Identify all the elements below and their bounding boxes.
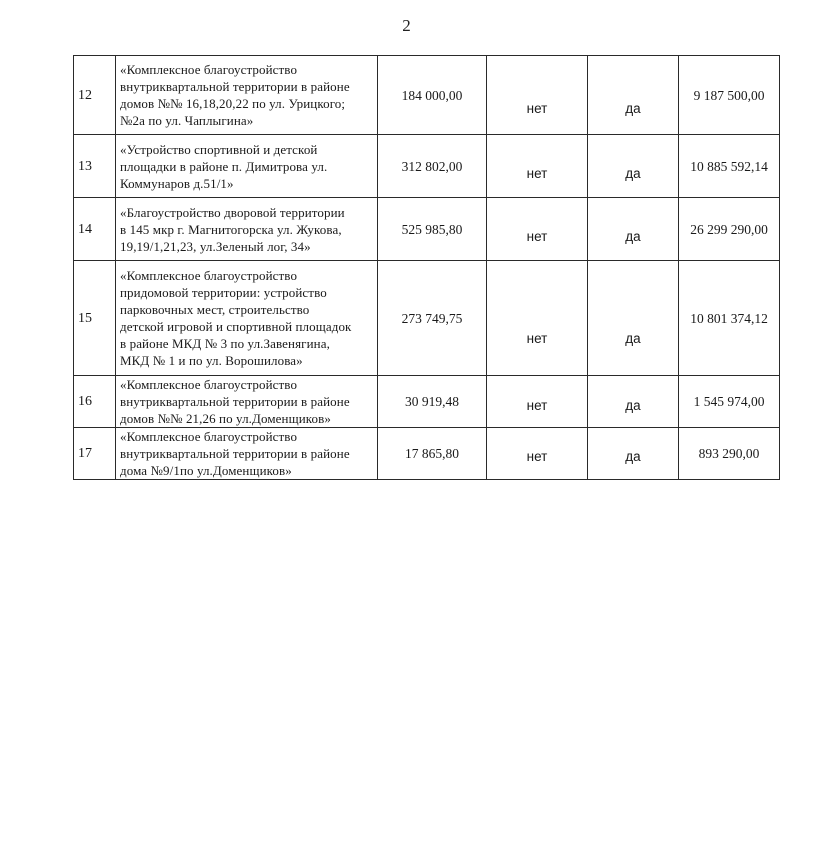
project-name-cell (116, 428, 378, 480)
flag-yes-text: да (625, 165, 641, 181)
table-row (74, 198, 780, 261)
flag-yes-text: да (625, 228, 641, 244)
project-name-line: «Устройство спортивной и детской (120, 141, 318, 157)
flag-no-cell (487, 261, 588, 376)
row-number-cell: 12 (74, 56, 116, 135)
project-name-line: «Благоустройство дворовой территории (120, 204, 345, 220)
sum-cell: 30 919,48 (378, 376, 487, 428)
total-cell: 10 885 592,14 (679, 135, 780, 198)
flag-yes-cell (588, 428, 679, 480)
sum-cell: 525 985,80 (378, 198, 487, 261)
flag-yes-cell (588, 198, 679, 261)
table-row (74, 376, 780, 428)
flag-yes-text: да (625, 398, 641, 413)
flag-no-text: нет (526, 100, 548, 116)
flag-no-text: нет (526, 228, 548, 244)
flag-no-text: нет (526, 165, 548, 181)
project-name-line: «Комплексное благоустройство (120, 429, 298, 444)
project-name-cell (116, 135, 378, 198)
project-name-line: внутриквартальной территории в районе (120, 446, 350, 461)
project-name-line: детской игровой и спортивной площадок (120, 319, 352, 334)
total-cell: 1 545 974,00 (679, 376, 780, 428)
flag-yes-cell (588, 135, 679, 198)
project-name-line: «Комплексное благоустройство (120, 377, 298, 392)
project-name-line: домов №№ 16,18,20,22 по ул. Урицкого; (120, 96, 346, 111)
total-cell: 9 187 500,00 (679, 56, 780, 135)
flag-yes-cell (588, 56, 679, 135)
project-name-line: «Комплексное благоустройство (120, 268, 298, 283)
project-name-line: придомовой территории: устройство (120, 285, 327, 300)
project-name-cell (116, 198, 378, 261)
flag-yes-text: да (625, 449, 641, 464)
sum-cell: 312 802,00 (378, 135, 487, 198)
sum-cell: 184 000,00 (378, 56, 487, 135)
table-row (74, 428, 780, 480)
flag-no-cell (487, 198, 588, 261)
row-number-cell: 16 (74, 376, 116, 428)
row-number-cell: 14 (74, 198, 116, 261)
project-name-line: в районе МКД № 3 по ул.Завенягина, (120, 336, 330, 351)
row-number-cell: 13 (74, 135, 116, 198)
project-name-line: №2а по ул. Чаплыгина» (120, 113, 254, 128)
project-name-line: внутриквартальной территории в районе (120, 79, 350, 94)
flag-no-cell (487, 56, 588, 135)
flag-no-cell (487, 428, 588, 480)
project-name-line: МКД № 1 и по ул. Ворошилова» (120, 353, 303, 368)
project-name-line: в 145 мкр г. Магнитогорска ул. Жукова, (120, 221, 342, 237)
project-name-cell (116, 376, 378, 428)
project-name-line: внутриквартальной территории в районе (120, 394, 350, 409)
sum-cell: 17 865,80 (378, 428, 487, 480)
page-number: 2 (402, 16, 411, 35)
project-name-line: дома №9/1по ул.Доменщиков» (120, 463, 292, 478)
total-cell: 10 801 374,12 (679, 261, 780, 376)
flag-yes-cell (588, 261, 679, 376)
flag-no-text: нет (526, 330, 548, 346)
sum-cell: 273 749,75 (378, 261, 487, 376)
total-cell: 26 299 290,00 (679, 198, 780, 261)
projects-table (73, 55, 780, 480)
total-cell: 893 290,00 (679, 428, 780, 480)
project-name-cell (116, 56, 378, 135)
row-number-cell: 17 (74, 428, 116, 480)
project-name-line: «Комплексное благоустройство (120, 62, 298, 77)
flag-no-text: нет (526, 449, 548, 464)
project-name-line: Коммунаров д.51/1» (120, 175, 234, 191)
project-name-line: домов №№ 21,26 по ул.Доменщиков» (120, 411, 331, 426)
flag-no-cell (487, 135, 588, 198)
flag-no-text: нет (526, 398, 548, 413)
flag-yes-text: да (625, 330, 641, 346)
flag-yes-text: да (625, 100, 641, 116)
flag-no-cell (487, 376, 588, 428)
table-row (74, 261, 780, 376)
table-row (74, 56, 780, 135)
project-name-cell (116, 261, 378, 376)
project-name-line: 19,19/1,21,23, ул.Зеленый лог, 34» (120, 238, 311, 254)
row-number-cell: 15 (74, 261, 116, 376)
table-row (74, 135, 780, 198)
project-name-line: площадки в районе п. Димитрова ул. (120, 158, 328, 174)
flag-yes-cell (588, 376, 679, 428)
project-name-line: парковочных мест, строительство (120, 302, 310, 317)
